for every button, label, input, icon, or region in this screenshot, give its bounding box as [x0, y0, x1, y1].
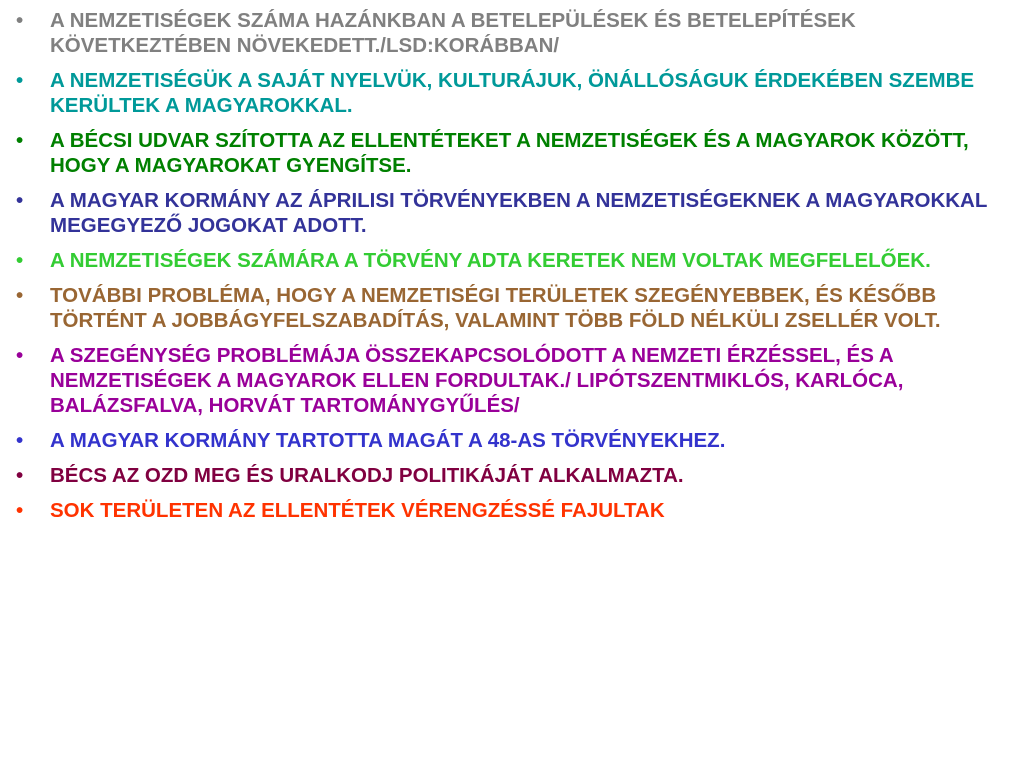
- bullet-item-3: [14, 128, 1018, 178]
- bullet-item-9: [14, 463, 1018, 488]
- bullet-text-4: A MAGYAR KORMÁNY AZ ÁPRILISI TÖRVÉNYEKBEN A NEMZETISÉGEKNEK A MAGYAROKKAL MEGEGYEZŐ JOGOKAT ADOTT.: [50, 189, 988, 237]
- bullet-text-8: A MAGYAR KORMÁNY TARTOTTA MAGÁT A 48-AS TÖRVÉNYEKHEZ.: [50, 429, 726, 452]
- bullet-text-9: BÉCS AZ OZD MEG ÉS URALKODJ POLITIKÁJÁT ALKALMAZTA.: [50, 464, 684, 487]
- bullet-item-7: [14, 343, 1018, 418]
- bullet-item-4: [14, 188, 1018, 238]
- bullet-text-7: A SZEGÉNYSÉG PROBLÉMÁJA ÖSSZEKAPCSOLÓDOTT A NEMZETI ÉRZÉSSEL, ÉS A NEMZETISÉGEK A MAGYAROK ELLEN FORDULTAK./ LIPÓTSZENTMIKLÓS, KARLÓCA, BALÁZSFALVA, HORVÁT TARTOMÁNYGYŰLÉS/: [50, 344, 904, 417]
- bullet-item-2: [14, 68, 1018, 118]
- bullet-text-5: A NEMZETISÉGEK SZÁMÁRA A TÖRVÉNY ADTA KERETEK NEM VOLTAK MEGFELELŐEK.: [50, 249, 931, 272]
- bullet-dot-icon: •: [16, 429, 24, 452]
- bullet-dot-icon: •: [16, 249, 24, 272]
- bullet-item-1: [14, 8, 1018, 58]
- bullet-dot-icon: •: [16, 464, 24, 487]
- bullet-item-10: [14, 498, 1018, 523]
- bullet-dot-icon: •: [16, 69, 24, 92]
- bullet-item-6: [14, 283, 1018, 333]
- bullet-text-2: A NEMZETISÉGÜK A SAJÁT NYELVÜK, KULTURÁJUK, ÖNÁLLÓSÁGUK ÉRDEKÉBEN SZEMBE KERÜLTEK A MAGYAROKKAL.: [50, 69, 975, 117]
- bullet-text-10: SOK TERÜLETEN AZ ELLENTÉTEK VÉRENGZÉSSÉ FAJULTAK: [50, 499, 665, 522]
- bullet-dot-icon: •: [16, 189, 24, 212]
- bullet-text-1: A NEMZETISÉGEK SZÁMA HAZÁNKBAN A BETELEPÜLÉSEK ÉS BETELEPÍTÉSEK KÖVETKEZTÉBEN NÖVEKEDETT./LSD:KORÁBBAN/: [50, 9, 856, 57]
- bullet-text-6: TOVÁBBI PROBLÉMA, HOGY A NEMZETISÉGI TERÜLETEK SZEGÉNYEBBEK, ÉS KÉSŐBB TÖRTÉNT A JOBBÁGYFELSZABADÍTÁS, VALAMINT TÖBB FÖLD NÉLKÜLI ZSELLÉR VOLT.: [50, 284, 941, 332]
- bullet-item-8: [14, 428, 1018, 453]
- bullet-list: [14, 8, 1018, 533]
- bullet-dot-icon: •: [16, 344, 24, 367]
- bullet-dot-icon: •: [16, 129, 24, 152]
- bullet-dot-icon: •: [16, 284, 24, 307]
- bullet-item-5: [14, 248, 1018, 273]
- bullet-dot-icon: •: [16, 499, 24, 522]
- bullet-dot-icon: •: [16, 9, 24, 32]
- bullet-text-3: A BÉCSI UDVAR SZÍTOTTA AZ ELLENTÉTEKET A NEMZETISÉGEK ÉS A MAGYAROK KÖZÖTT, HOGY A MAGYAROKAT GYENGÍTSE.: [50, 129, 969, 177]
